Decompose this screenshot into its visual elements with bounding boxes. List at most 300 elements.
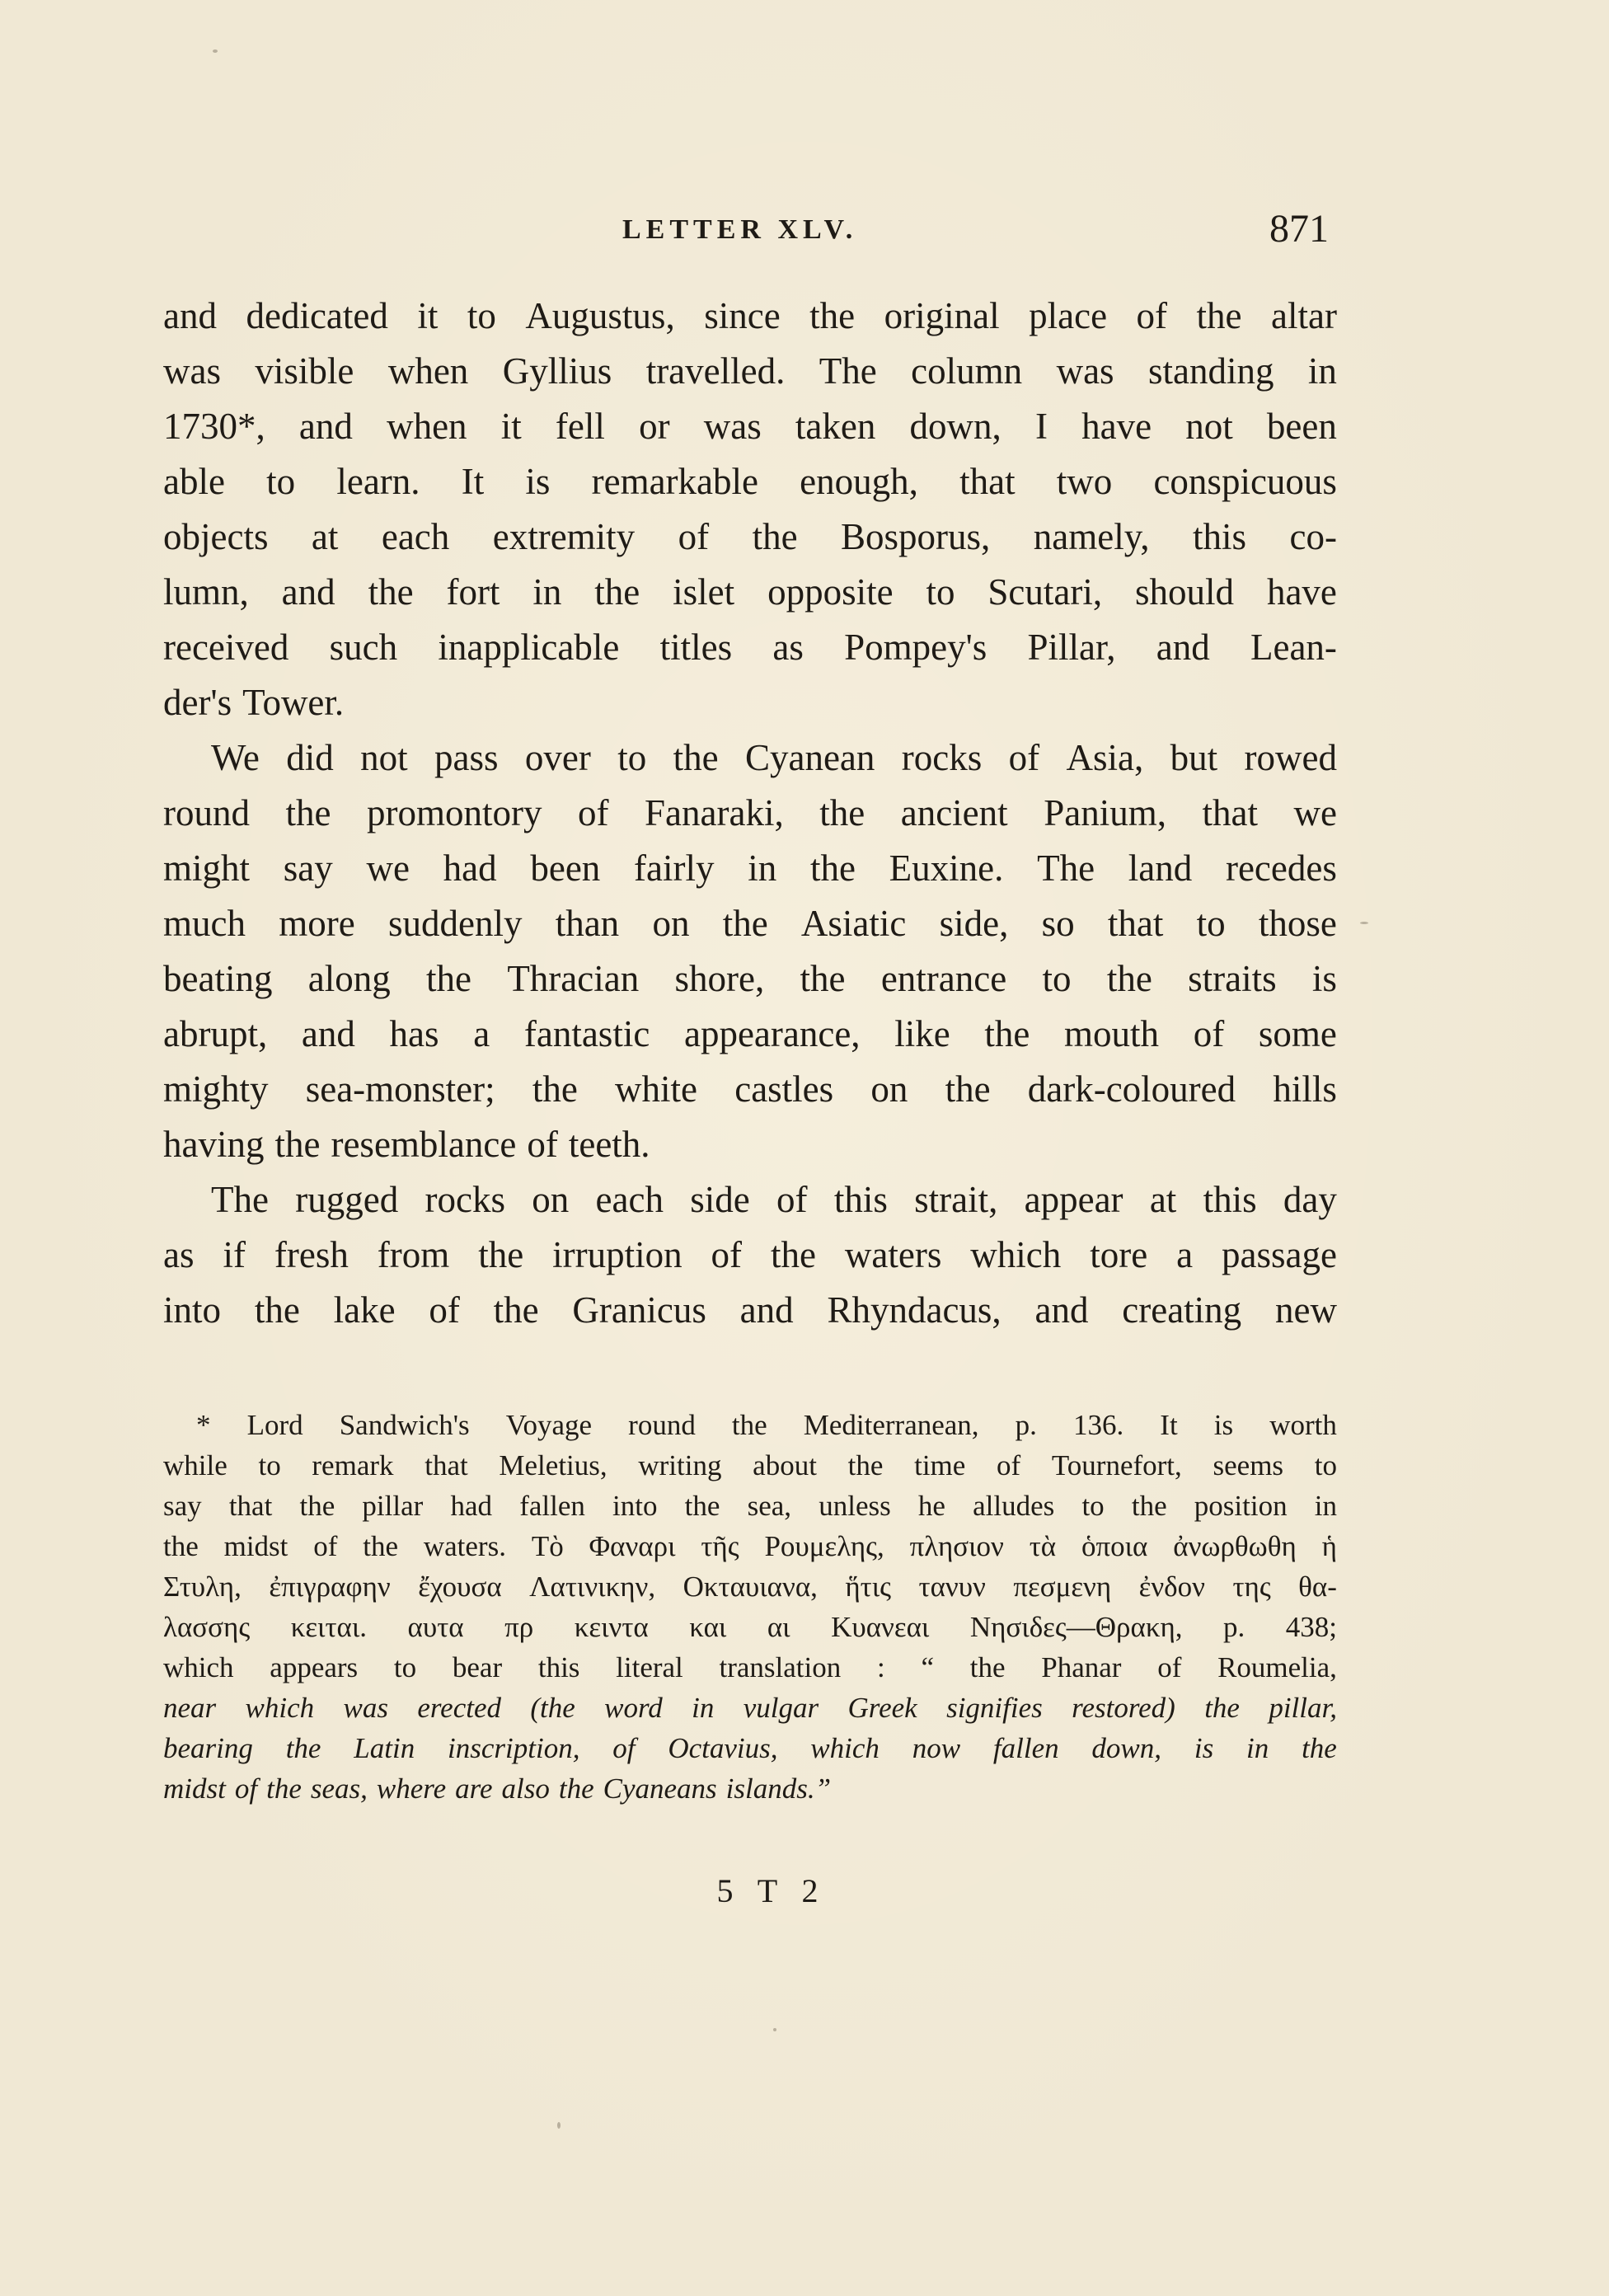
paper-speck bbox=[1360, 922, 1368, 924]
word: bearing bbox=[163, 1732, 253, 1764]
footnote-line bbox=[163, 1526, 1337, 1566]
word: that bbox=[1202, 792, 1258, 833]
footnote-line bbox=[163, 1607, 1337, 1647]
word: day bbox=[1283, 1179, 1337, 1220]
word: Greek bbox=[847, 1692, 917, 1724]
word: Asiatic bbox=[800, 903, 907, 944]
word: which bbox=[245, 1692, 315, 1724]
word: appearance, bbox=[683, 1013, 861, 1054]
word: of bbox=[234, 1772, 258, 1805]
word: the bbox=[274, 1124, 321, 1165]
word: we bbox=[1293, 792, 1337, 833]
word: ἥτις bbox=[845, 1571, 892, 1603]
word: have bbox=[1081, 406, 1152, 447]
word: this bbox=[1193, 516, 1247, 557]
word: Voyage bbox=[505, 1409, 593, 1441]
word: the bbox=[299, 1490, 335, 1522]
word: that bbox=[228, 1490, 273, 1522]
word: extremity bbox=[492, 516, 636, 557]
word: 438; bbox=[1285, 1611, 1337, 1643]
word: to bbox=[1196, 903, 1226, 944]
word: round bbox=[628, 1409, 696, 1441]
word: sea, bbox=[747, 1490, 792, 1522]
word: We bbox=[211, 737, 260, 778]
footnote bbox=[163, 1405, 1337, 1809]
word: say bbox=[163, 1490, 202, 1522]
word: we bbox=[366, 848, 410, 889]
word: the bbox=[1302, 1732, 1337, 1764]
text-line bbox=[163, 1228, 1337, 1283]
word: fallen bbox=[519, 1490, 585, 1522]
word: the bbox=[254, 1289, 300, 1331]
word: 136. bbox=[1072, 1409, 1124, 1441]
word: der's bbox=[163, 682, 232, 723]
word: recedes bbox=[1225, 848, 1337, 889]
word: the bbox=[493, 1289, 539, 1331]
word: It bbox=[461, 461, 485, 502]
word: The bbox=[211, 1179, 269, 1220]
word: remark bbox=[312, 1449, 394, 1481]
word: each bbox=[595, 1179, 664, 1220]
word: travelled. bbox=[645, 350, 786, 392]
word: Granicus bbox=[572, 1289, 706, 1331]
word: islands.” bbox=[725, 1772, 832, 1805]
word: was bbox=[163, 350, 221, 392]
word: is bbox=[1311, 958, 1337, 999]
word: the bbox=[285, 792, 331, 833]
word: Phanar bbox=[1041, 1651, 1122, 1683]
word: it bbox=[417, 295, 439, 336]
word: of bbox=[612, 1732, 636, 1764]
word: of bbox=[1193, 1013, 1225, 1054]
word: entrance bbox=[880, 958, 1007, 999]
word: Thracian bbox=[507, 958, 640, 999]
word: such bbox=[329, 627, 398, 668]
word: literal bbox=[616, 1651, 683, 1683]
word: two bbox=[1056, 461, 1113, 502]
word: the bbox=[1106, 958, 1152, 999]
word: when bbox=[387, 406, 467, 447]
word: resemblance bbox=[331, 1124, 517, 1165]
word: and bbox=[163, 295, 217, 336]
word: The bbox=[1037, 848, 1095, 889]
word: islet bbox=[673, 571, 735, 613]
word: teeth. bbox=[568, 1124, 650, 1165]
paper-speck bbox=[213, 49, 218, 53]
word: Οκταυιανα, bbox=[683, 1571, 818, 1603]
word: fantastic bbox=[523, 1013, 650, 1054]
word: κειται. bbox=[290, 1611, 368, 1643]
word: Rhyndacus, bbox=[827, 1289, 1002, 1331]
word: writing bbox=[638, 1449, 722, 1481]
word: inapplicable bbox=[438, 627, 620, 668]
word: suddenly bbox=[387, 903, 523, 944]
word: seas, bbox=[310, 1772, 368, 1805]
word: he bbox=[917, 1490, 945, 1522]
footnote-line bbox=[163, 1486, 1337, 1526]
word: this bbox=[833, 1179, 888, 1220]
word: which bbox=[970, 1234, 1062, 1275]
word: the bbox=[1131, 1490, 1167, 1522]
word: near bbox=[163, 1692, 217, 1724]
word: Νησιδες—Θρακη, bbox=[969, 1611, 1183, 1643]
word: while bbox=[163, 1449, 228, 1481]
word: is bbox=[1213, 1409, 1234, 1441]
word: waters bbox=[844, 1234, 942, 1275]
word: like bbox=[894, 1013, 950, 1054]
word: the bbox=[752, 516, 798, 557]
word: titles bbox=[659, 627, 733, 668]
word: in bbox=[1314, 1490, 1337, 1522]
word: κειντα bbox=[574, 1611, 649, 1643]
word: fort bbox=[446, 571, 500, 613]
word: Sandwich's bbox=[339, 1409, 470, 1441]
word: objects bbox=[163, 516, 269, 557]
word: * bbox=[196, 1409, 211, 1441]
word: ἀνωρθωθη bbox=[1173, 1530, 1297, 1562]
word: of bbox=[776, 1179, 808, 1220]
word: was bbox=[343, 1692, 388, 1724]
word: word bbox=[604, 1692, 663, 1724]
word: having bbox=[163, 1124, 265, 1165]
word: when bbox=[387, 350, 469, 392]
word: over bbox=[524, 737, 591, 778]
word: in bbox=[1246, 1732, 1269, 1764]
word: και bbox=[689, 1611, 727, 1643]
word: and bbox=[739, 1289, 794, 1331]
word: that bbox=[425, 1449, 468, 1481]
word: on bbox=[652, 903, 690, 944]
word: castles bbox=[734, 1068, 834, 1110]
word: namely, bbox=[1033, 516, 1150, 557]
word: enough, bbox=[800, 461, 918, 502]
paper-speck bbox=[557, 2122, 561, 2129]
word: had bbox=[443, 848, 497, 889]
word: the bbox=[819, 792, 865, 833]
word: in bbox=[1307, 350, 1337, 392]
word: bear bbox=[452, 1651, 503, 1683]
word: Scutari, bbox=[987, 571, 1103, 613]
word: ἐπιγραφην bbox=[269, 1571, 391, 1603]
word: and bbox=[1034, 1289, 1089, 1331]
word: the bbox=[770, 1234, 816, 1275]
word: Lord bbox=[246, 1409, 303, 1441]
word: learn. bbox=[336, 461, 420, 502]
footnote-line bbox=[163, 1566, 1337, 1607]
word: the bbox=[800, 958, 846, 999]
word: new bbox=[1274, 1289, 1337, 1331]
word: might bbox=[163, 848, 251, 889]
word: appears bbox=[270, 1651, 359, 1683]
word: of bbox=[578, 792, 609, 833]
word: into bbox=[612, 1490, 658, 1522]
word: dark-coloured bbox=[1027, 1068, 1236, 1110]
word: appear bbox=[1024, 1179, 1123, 1220]
word: this bbox=[537, 1651, 580, 1683]
word: It bbox=[1160, 1409, 1178, 1441]
footnote-line bbox=[163, 1768, 1337, 1809]
word: the bbox=[163, 1530, 199, 1562]
page-number: 871 bbox=[1269, 207, 1329, 251]
word: should bbox=[1135, 571, 1235, 613]
word: those bbox=[1258, 903, 1337, 944]
word: the bbox=[478, 1234, 524, 1275]
word: πρ bbox=[504, 1611, 534, 1643]
signature-mark-text: 5 T 2 bbox=[716, 1872, 827, 1909]
word: the bbox=[673, 737, 719, 778]
word: Mediterranean, bbox=[803, 1409, 979, 1441]
word: so bbox=[1041, 903, 1075, 944]
word: shore, bbox=[674, 958, 765, 999]
word: I bbox=[1034, 406, 1048, 447]
word: and bbox=[298, 406, 353, 447]
word: has bbox=[389, 1013, 439, 1054]
word: τανυν bbox=[918, 1571, 986, 1603]
word: of bbox=[997, 1449, 1021, 1481]
word: the bbox=[984, 1013, 1030, 1054]
word: not bbox=[1185, 406, 1233, 447]
word: the bbox=[558, 1772, 594, 1805]
word: “ bbox=[921, 1651, 935, 1683]
word: πεσμενη bbox=[1013, 1571, 1112, 1603]
word: erected bbox=[417, 1692, 501, 1724]
text-line bbox=[163, 786, 1337, 841]
word: tore bbox=[1090, 1234, 1148, 1275]
word: midst bbox=[223, 1530, 288, 1562]
word: : bbox=[877, 1651, 885, 1683]
word: to bbox=[1042, 958, 1072, 999]
word: beating bbox=[163, 958, 273, 999]
word: Tower. bbox=[242, 682, 345, 723]
word: side, bbox=[939, 903, 1009, 944]
word: but bbox=[1170, 737, 1218, 778]
text-line bbox=[163, 344, 1337, 399]
word: it bbox=[500, 406, 522, 447]
word: τῆς bbox=[701, 1530, 739, 1562]
word: at bbox=[311, 516, 339, 557]
word: ἐνδον bbox=[1138, 1571, 1205, 1603]
word: have bbox=[1266, 571, 1337, 613]
word: τὰ bbox=[1029, 1530, 1057, 1562]
word: Pillar, bbox=[1027, 627, 1116, 668]
word: much bbox=[163, 903, 246, 944]
word: to bbox=[617, 737, 647, 778]
footnote-line bbox=[163, 1688, 1337, 1728]
word: alludes bbox=[973, 1490, 1055, 1522]
word: worth bbox=[1269, 1409, 1337, 1441]
word: Λατινικην, bbox=[529, 1571, 656, 1603]
word: restored) bbox=[1072, 1692, 1175, 1724]
word: fairly bbox=[634, 848, 715, 889]
text-line bbox=[163, 1283, 1337, 1338]
footnote-line bbox=[163, 1405, 1337, 1445]
text-line bbox=[163, 675, 1337, 730]
word: if bbox=[223, 1234, 246, 1275]
word: ἔχουσα bbox=[418, 1571, 502, 1603]
word: the bbox=[684, 1490, 720, 1522]
word: that bbox=[1107, 903, 1164, 944]
word: rugged bbox=[295, 1179, 399, 1220]
text-line bbox=[163, 289, 1337, 344]
word: on bbox=[870, 1068, 908, 1110]
word: pillar bbox=[362, 1490, 424, 1522]
word: the bbox=[363, 1530, 399, 1562]
paper-speck bbox=[773, 2028, 776, 2031]
text-line bbox=[163, 951, 1337, 1007]
word: co- bbox=[1289, 516, 1337, 557]
word: hills bbox=[1273, 1068, 1337, 1110]
word: is bbox=[1194, 1732, 1214, 1764]
text-line bbox=[163, 620, 1337, 675]
text-line bbox=[163, 509, 1337, 565]
word: position bbox=[1194, 1490, 1288, 1522]
word: Panium, bbox=[1044, 792, 1166, 833]
word: since bbox=[704, 295, 781, 336]
word: a bbox=[1176, 1234, 1194, 1275]
word: 1730*, bbox=[163, 406, 265, 447]
word: of bbox=[527, 1124, 558, 1165]
text-line bbox=[163, 1117, 1337, 1172]
word: conspicuous bbox=[1153, 461, 1337, 502]
word: Κυανεαι bbox=[831, 1611, 930, 1643]
text-line bbox=[163, 1172, 1337, 1228]
word: Gyllius bbox=[502, 350, 612, 392]
text-line bbox=[163, 841, 1337, 896]
word: πλησιον bbox=[909, 1530, 1004, 1562]
word: Στυλη, bbox=[163, 1571, 242, 1603]
word: Pompey's bbox=[844, 627, 987, 668]
footnote-line bbox=[163, 1728, 1337, 1768]
word: which bbox=[163, 1651, 234, 1683]
word: Ρουμελης, bbox=[764, 1530, 884, 1562]
word: mouth bbox=[1064, 1013, 1160, 1054]
word: p. bbox=[1223, 1611, 1245, 1643]
word: Octavius, bbox=[668, 1732, 778, 1764]
word: passage bbox=[1222, 1234, 1337, 1275]
word: received bbox=[163, 627, 289, 668]
word: standing bbox=[1147, 350, 1274, 392]
word: Asia, bbox=[1066, 737, 1144, 778]
word: white bbox=[615, 1068, 698, 1110]
text-line bbox=[163, 565, 1337, 620]
word: rocks bbox=[901, 737, 983, 778]
word: this bbox=[1203, 1179, 1257, 1220]
word: of bbox=[678, 516, 710, 557]
word: ἡ bbox=[1321, 1530, 1337, 1562]
word: the bbox=[809, 295, 856, 336]
word: midst bbox=[163, 1772, 226, 1805]
word: the bbox=[1204, 1692, 1240, 1724]
word: straits bbox=[1188, 958, 1277, 999]
word: did bbox=[286, 737, 334, 778]
word: Augustus, bbox=[525, 295, 675, 336]
word: of bbox=[429, 1289, 460, 1331]
word: been bbox=[1266, 406, 1337, 447]
word: than bbox=[555, 903, 620, 944]
word: to bbox=[467, 295, 496, 336]
word: p. bbox=[1015, 1409, 1037, 1441]
word: say bbox=[283, 848, 333, 889]
word: down, bbox=[1091, 1732, 1162, 1764]
word: the bbox=[426, 958, 472, 999]
word: about bbox=[753, 1449, 817, 1481]
word: creating bbox=[1122, 1289, 1242, 1331]
word: as bbox=[163, 1234, 195, 1275]
word: was bbox=[1056, 350, 1114, 392]
word: The bbox=[819, 350, 877, 392]
text-line bbox=[163, 399, 1337, 454]
word: taken bbox=[795, 406, 876, 447]
word: the bbox=[594, 571, 640, 613]
word: Roumelia, bbox=[1217, 1651, 1337, 1683]
word: or bbox=[639, 406, 670, 447]
signature-mark bbox=[0, 1871, 1609, 1910]
word: της bbox=[1232, 1571, 1271, 1603]
word: a bbox=[473, 1013, 490, 1054]
word: Fanaraki, bbox=[645, 792, 784, 833]
word: Latin bbox=[354, 1732, 415, 1764]
word: to bbox=[926, 571, 955, 613]
word: from bbox=[377, 1234, 450, 1275]
word: and bbox=[301, 1013, 355, 1054]
word: into bbox=[163, 1289, 222, 1331]
word: the bbox=[809, 848, 856, 889]
word: Τὸ bbox=[531, 1530, 564, 1562]
word: to bbox=[258, 1449, 281, 1481]
word: strait, bbox=[914, 1179, 998, 1220]
text-line bbox=[163, 1007, 1337, 1062]
word: had bbox=[450, 1490, 493, 1522]
word: also bbox=[501, 1772, 550, 1805]
word: and bbox=[281, 571, 335, 613]
word: the bbox=[847, 1449, 884, 1481]
word: the bbox=[731, 1409, 767, 1441]
word: fresh bbox=[274, 1234, 349, 1275]
word: been bbox=[530, 848, 601, 889]
word: land bbox=[1128, 848, 1193, 889]
word: seems bbox=[1213, 1449, 1284, 1481]
word: are bbox=[455, 1772, 493, 1805]
word: inscription, bbox=[448, 1732, 580, 1764]
word: as bbox=[772, 627, 804, 668]
word: that bbox=[959, 461, 1016, 502]
word: column bbox=[911, 350, 1023, 392]
running-title: LETTER XLV. bbox=[622, 214, 858, 245]
word: Cyanean bbox=[744, 737, 875, 778]
word: waters. bbox=[423, 1530, 506, 1562]
word: in bbox=[692, 1692, 715, 1724]
word: Cyaneans bbox=[603, 1772, 717, 1805]
word: translation bbox=[719, 1651, 842, 1683]
word: altar bbox=[1271, 295, 1337, 336]
word: αυτα bbox=[407, 1611, 464, 1643]
word: original bbox=[884, 295, 1000, 336]
word: the bbox=[969, 1651, 1006, 1683]
word: place bbox=[1029, 295, 1108, 336]
word: Meletius, bbox=[499, 1449, 607, 1481]
word: of bbox=[1136, 295, 1168, 336]
text-line bbox=[163, 730, 1337, 786]
word: down, bbox=[909, 406, 1002, 447]
word: Lean- bbox=[1250, 627, 1337, 668]
word: to bbox=[393, 1651, 417, 1683]
word: lake bbox=[333, 1289, 396, 1331]
word: pass bbox=[434, 737, 499, 778]
word: the bbox=[532, 1068, 578, 1110]
word: ὁποια bbox=[1081, 1530, 1148, 1562]
word: which bbox=[810, 1732, 880, 1764]
word: pillar, bbox=[1269, 1692, 1337, 1724]
